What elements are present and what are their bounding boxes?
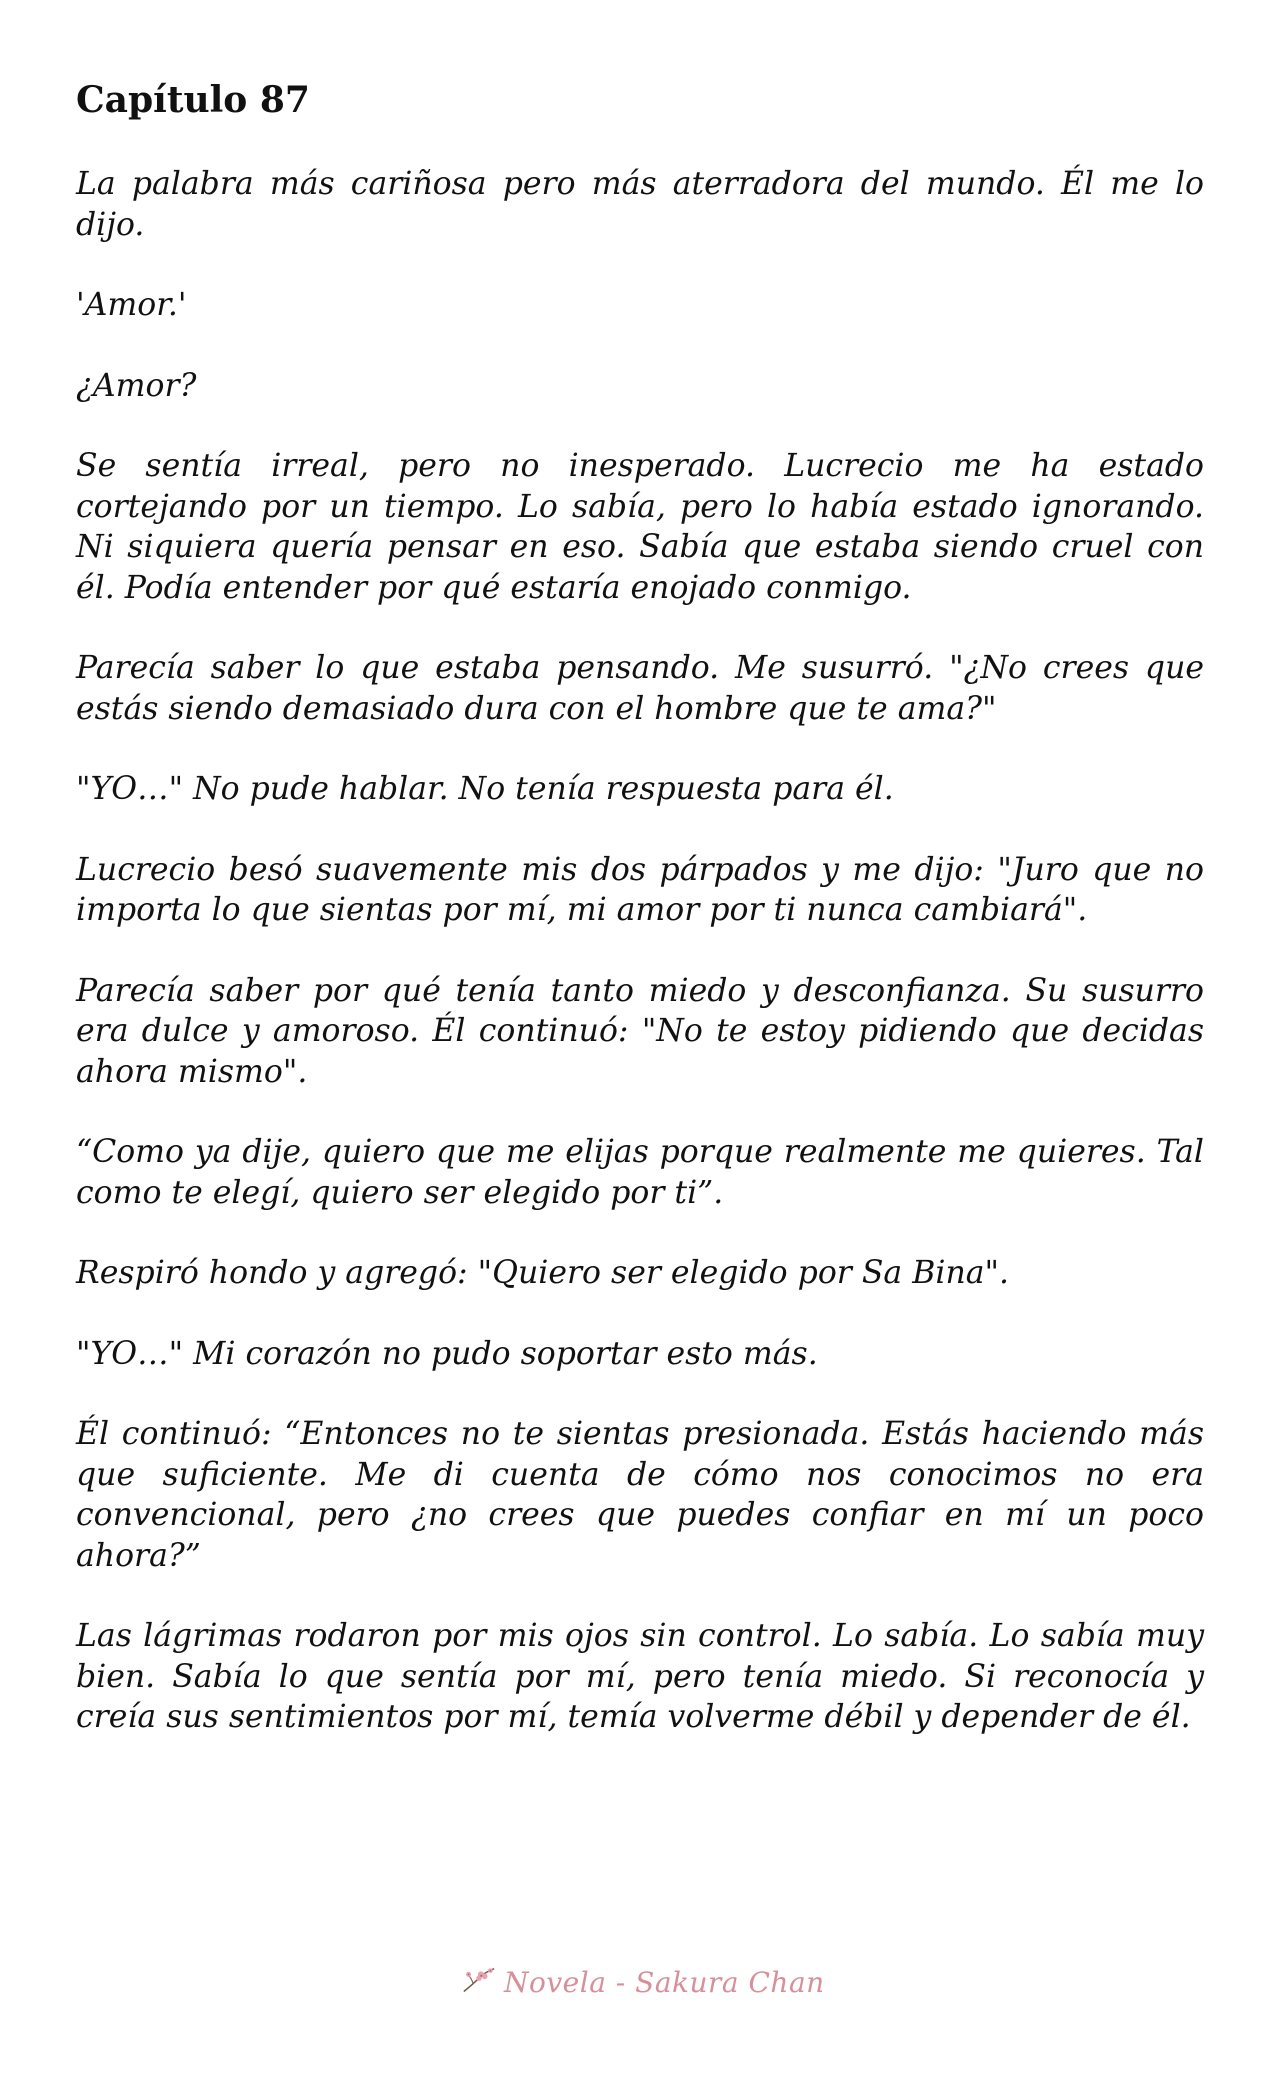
paragraph: Parecía saber por qué tenía tanto miedo y desconfianza. Su susurro era dulce y amoroso. Él continuó: "No te estoy pidiendo que decidas ahora mismo". bbox=[76, 972, 1204, 1090]
paragraph: 'Amor.' bbox=[76, 287, 187, 323]
watermark-text: Novela - Sakura Chan bbox=[504, 1965, 825, 1999]
sakura-blossom-icon bbox=[460, 1963, 498, 2001]
paragraph: ¿Amor? bbox=[76, 367, 197, 404]
chapter-page bbox=[76, 72, 1204, 1778]
paragraph: Parecía saber lo que estaba pensando. Me susurró. "¿No crees que estás siendo demasiado dura con el hombre que te ama?" bbox=[76, 650, 1204, 727]
chapter-title: Capítulo 87 bbox=[76, 79, 310, 121]
paragraph: "YO…" No pude hablar. No tenía respuesta para él. bbox=[76, 771, 894, 807]
paragraph: “Como ya dije, quiero que me elijas porque realmente me quieres. Tal como te elegí, quiero ser elegido por ti”. bbox=[76, 1134, 1204, 1211]
paragraph: La palabra más cariñosa pero más aterradora del mundo. Él me lo dijo. bbox=[76, 166, 1204, 243]
paragraph: Lucrecio besó suavemente mis dos párpados y me dijo: "Juro que no importa lo que sientas por mí, mi amor por ti nunca cambiará". bbox=[76, 851, 1204, 928]
paragraph: Las lágrimas rodaron por mis ojos sin control. Lo sabía. Lo sabía muy bien. Sabía lo que sentía por mí, pero tenía miedo. Si reconocía y creía sus sentimientos por mí, temía volverme débil y depender de él. bbox=[76, 1618, 1204, 1735]
paragraph: Él continuó: “Entonces no te sientas presionada. Estás haciendo más que suficiente. Me di cuenta de cómo nos conocimos no era convencional, pero ¿no crees que puedes confiar en mí un poco ahora?” bbox=[76, 1416, 1204, 1574]
paragraph: "YO…" Mi corazón no pudo soportar esto más. bbox=[76, 1335, 818, 1372]
paragraph: Se sentía irreal, pero no inesperado. Lucrecio me ha estado cortejando por un tiempo. Lo sabía, pero lo había estado ignorando. Ni siquiera quería pensar en eso. Sabía que estaba siendo cruel con él. Podía entender por qué estaría enojado conmigo. bbox=[76, 448, 1204, 606]
paragraph: Respiró hondo y agregó: "Quiero ser elegido por Sa Bina". bbox=[76, 1255, 1010, 1291]
watermark bbox=[460, 1960, 825, 2004]
